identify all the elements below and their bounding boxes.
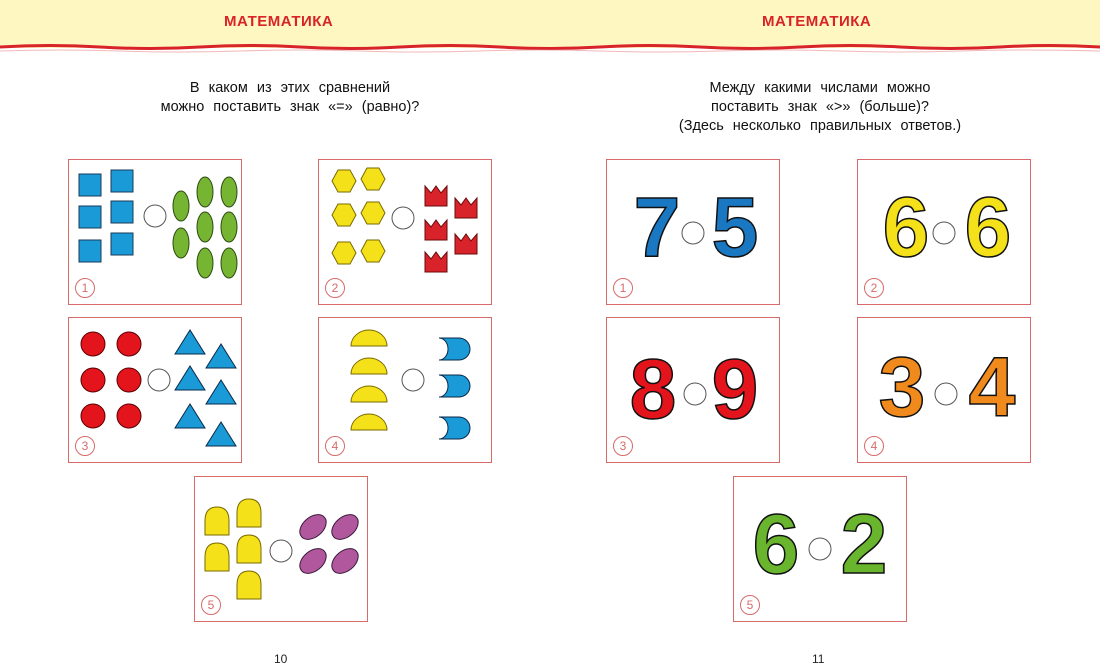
crown [455,198,477,218]
oval [295,544,331,579]
square [111,170,133,192]
left-question-line-1: В каком из этих сравнений [189,80,391,96]
compare-circle [144,205,166,227]
ellipse [221,212,237,242]
card-4-digits [858,318,1032,464]
compare-circle [270,540,292,562]
right-digit: 9 [711,342,759,436]
left-question [110,79,470,117]
right-question-line-1: Между какими числами можно [709,80,931,96]
hexagon [332,242,356,264]
compare-circle [402,369,424,391]
circle [81,404,105,428]
right-question [620,79,1020,136]
right-card-2 [857,159,1031,305]
crown [425,220,447,240]
card-3-digits [607,318,781,464]
half-circle [351,414,387,430]
yellow-hexagons-group [332,168,385,264]
card-number: 5 [740,595,760,615]
right-page-title: МАТЕМАТИКА [762,13,872,30]
header-band [0,0,1100,48]
red-circles-group [81,332,141,428]
card-5-picture [195,477,369,623]
left-card-1 [68,159,242,305]
right-digit: 2 [840,497,888,591]
right-page-number: 11 [812,652,825,666]
oval [295,510,331,545]
right-digit: 6 [964,180,1012,274]
card-2-picture [319,160,493,306]
compare-circle [392,207,414,229]
card-number: 3 [75,436,95,456]
left-question-line-2: можно поставить знак «=» (равно)? [160,99,420,115]
oval [327,544,363,579]
half-circle [351,386,387,402]
ellipse [173,191,189,221]
left-page-title: МАТЕМАТИКА [224,13,334,30]
card-number: 4 [864,436,884,456]
yellow-half-circles-group [351,330,387,430]
triangle [175,366,205,390]
hexagon [361,240,385,262]
compare-circle [935,383,957,405]
card-number: 1 [75,278,95,298]
square [79,206,101,228]
card-4-picture [319,318,493,464]
hexagon [361,202,385,224]
left-card-2 [318,159,492,305]
right-card-3 [606,317,780,463]
left-digit: 8 [629,342,677,436]
bell [205,543,229,571]
square [79,240,101,262]
card-1-picture [69,160,243,306]
hexagon [332,204,356,226]
blue-squares-group [79,170,133,262]
ellipse [197,177,213,207]
crown [425,252,447,272]
triangle [206,380,236,404]
blue-crescents-group [439,338,470,439]
card-number: 2 [864,278,884,298]
card-2-digits [858,160,1032,306]
square [111,233,133,255]
circle [117,404,141,428]
bell [237,571,261,599]
circle [81,332,105,356]
left-digit: 3 [878,340,926,434]
right-question-line-3: (Здесь несколько правильных ответов.) [678,118,962,134]
card-3-picture [69,318,243,464]
crescent [439,375,470,397]
circle [81,368,105,392]
blue-triangles-group [175,330,236,446]
green-ellipses-group [173,177,237,278]
crown [425,186,447,206]
ellipse [221,177,237,207]
card-number: 3 [613,436,633,456]
compare-circle [682,222,704,244]
left-card-3 [68,317,242,463]
left-digit: 6 [882,180,930,274]
right-digit: 4 [968,340,1016,434]
card-number: 2 [325,278,345,298]
hexagon [332,170,356,192]
compare-circle [933,222,955,244]
half-circle [351,358,387,374]
bell [237,499,261,527]
bell [237,535,261,563]
ellipse [173,228,189,258]
square [111,201,133,223]
triangle [206,344,236,368]
compare-circle [684,383,706,405]
compare-circle [148,369,170,391]
right-card-1 [606,159,780,305]
half-circle [351,330,387,346]
header-wave-divider [0,44,1100,56]
left-digit: 7 [633,180,681,274]
triangle [175,404,205,428]
triangle [206,422,236,446]
card-number: 1 [613,278,633,298]
left-card-4 [318,317,492,463]
left-page-number: 10 [274,652,288,666]
right-card-4 [857,317,1031,463]
hexagon [361,168,385,190]
circle [117,368,141,392]
right-card-5 [733,476,907,622]
ellipse [197,248,213,278]
crescent [439,417,470,439]
purple-ovals-group [295,510,363,579]
compare-circle [809,538,831,560]
yellow-bells-group [205,499,261,599]
card-1-digits [607,160,781,306]
square [79,174,101,196]
bell [205,507,229,535]
oval [327,510,363,545]
card-number: 4 [325,436,345,456]
left-card-5 [194,476,368,622]
ellipse [197,212,213,242]
crescent [439,338,470,360]
triangle [175,330,205,354]
right-digit: 5 [711,180,759,274]
right-question-line-2: поставить знак «>» (больше)? [711,99,929,115]
ellipse [221,248,237,278]
crown [455,234,477,254]
left-digit: 6 [752,497,800,591]
card-5-digits [734,477,908,623]
circle [117,332,141,356]
red-crowns-group [425,186,477,272]
card-number: 5 [201,595,221,615]
